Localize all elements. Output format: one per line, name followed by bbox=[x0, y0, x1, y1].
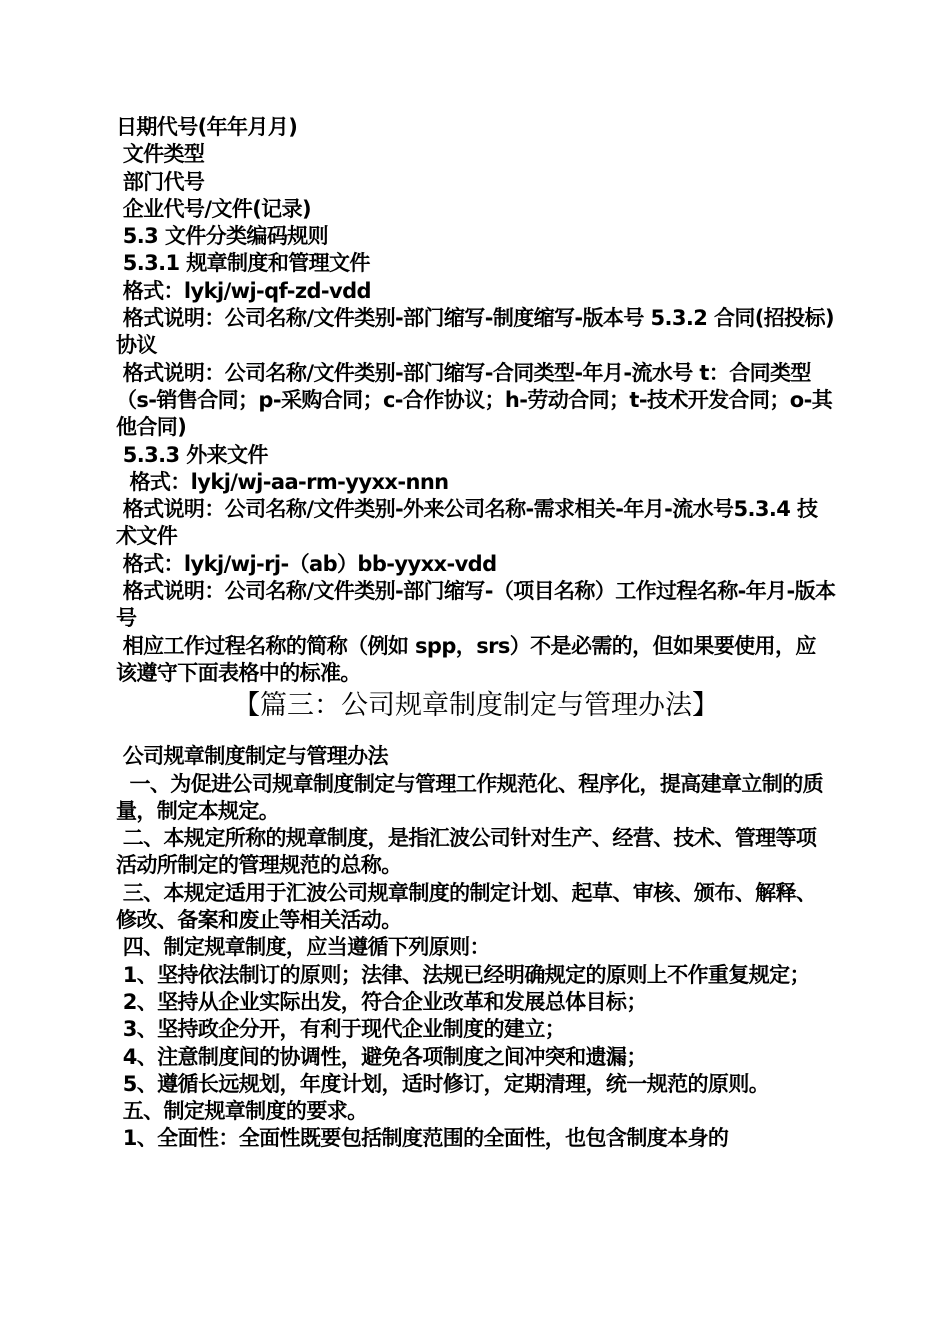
doc-line: 相应工作过程名称的简称（例如 spp，srs）不是必需的，但如果要使用，应该遵守下面表格中的标准。 bbox=[116, 633, 816, 685]
doc-line: 部门代号 bbox=[116, 169, 205, 194]
doc-line: 格式：lykj/wj-aa-rm-yyxx-nnn bbox=[116, 469, 449, 494]
doc-line: 文件类型 bbox=[116, 142, 205, 167]
doc-line: 5.3.3 外来文件 bbox=[116, 442, 268, 467]
doc-line: 1、坚持依法制订的原则；法律、法规已经明确规定的原则上不作重复规定； bbox=[116, 962, 810, 987]
doc-line: 5.3.1 规章制度和管理文件 bbox=[116, 251, 370, 276]
doc-line: 一、为促进公司规章制度制定与管理工作规范化、程序化，提高建章立制的质量，制定本规定。 bbox=[116, 771, 824, 823]
doc-line: 公司规章制度制定与管理办法 bbox=[116, 744, 388, 769]
doc-line: 5.3 文件分类编码规则 bbox=[116, 224, 329, 249]
doc-line: 五、制定规章制度的要求。 bbox=[116, 1099, 368, 1124]
doc-line: 格式说明：公司名称/文件类别-外来公司名称-需求相关-年月-流水号5.3.4 技术文件 bbox=[116, 497, 818, 549]
doc-line: 1、全面性：全面性既要包括制度范围的全面性，也包含制度本身的 bbox=[116, 1126, 729, 1151]
doc-line: 格式说明：公司名称/文件类别-部门缩写-制度缩写-版本号 5.3.2 合同(招投标)协议 bbox=[116, 306, 834, 358]
doc-line: 四、制定规章制度，应当遵循下列原则： bbox=[116, 935, 490, 960]
section-heading: 【篇三：公司规章制度制定与管理办法】 bbox=[233, 690, 719, 722]
doc-line: 3、坚持政企分开，有利于现代企业制度的建立； bbox=[116, 1017, 566, 1042]
doc-line: 2、坚持从企业实际出发，符合企业改革和发展总体目标； bbox=[116, 989, 647, 1014]
doc-line: 格式：lykj/wj-qf-zd-vdd bbox=[116, 278, 371, 303]
doc-line: 4、注意制度间的协调性，避免各项制度之间冲突和遗漏； bbox=[116, 1044, 647, 1069]
doc-line: 企业代号/文件(记录) bbox=[116, 196, 311, 221]
doc-line: 格式：lykj/wj-rj-（ab）bb-yyxx-vdd bbox=[116, 551, 497, 576]
doc-line: 格式说明：公司名称/文件类别-部门缩写-合同类型-年月-流水号 t：合同类型（s-销售合同；p-采购合同；c-合作协议；h-劳动合同；t-技术开发合同；o-其他合同) bbox=[116, 360, 833, 440]
doc-line: 三、本规定适用于汇波公司规章制度的制定计划、起草、审核、颁布、解释、修改、备案和废止等相关活动。 bbox=[116, 880, 817, 933]
doc-line: 日期代号(年年月月) bbox=[116, 115, 298, 139]
doc-line: 5、遵循长远规划，年度计划，适时修订，定期清理，统一规范的原则。 bbox=[116, 1071, 770, 1096]
document-page bbox=[116, 114, 836, 1153]
doc-line: 格式说明：公司名称/文件类别-部门缩写-（项目名称）工作过程名称-年月-版本号 bbox=[116, 579, 836, 631]
doc-line: 二、本规定所称的规章制度，是指汇波公司针对生产、经营、技术、管理等项活动所制定的管理规范的总称。 bbox=[116, 826, 817, 878]
